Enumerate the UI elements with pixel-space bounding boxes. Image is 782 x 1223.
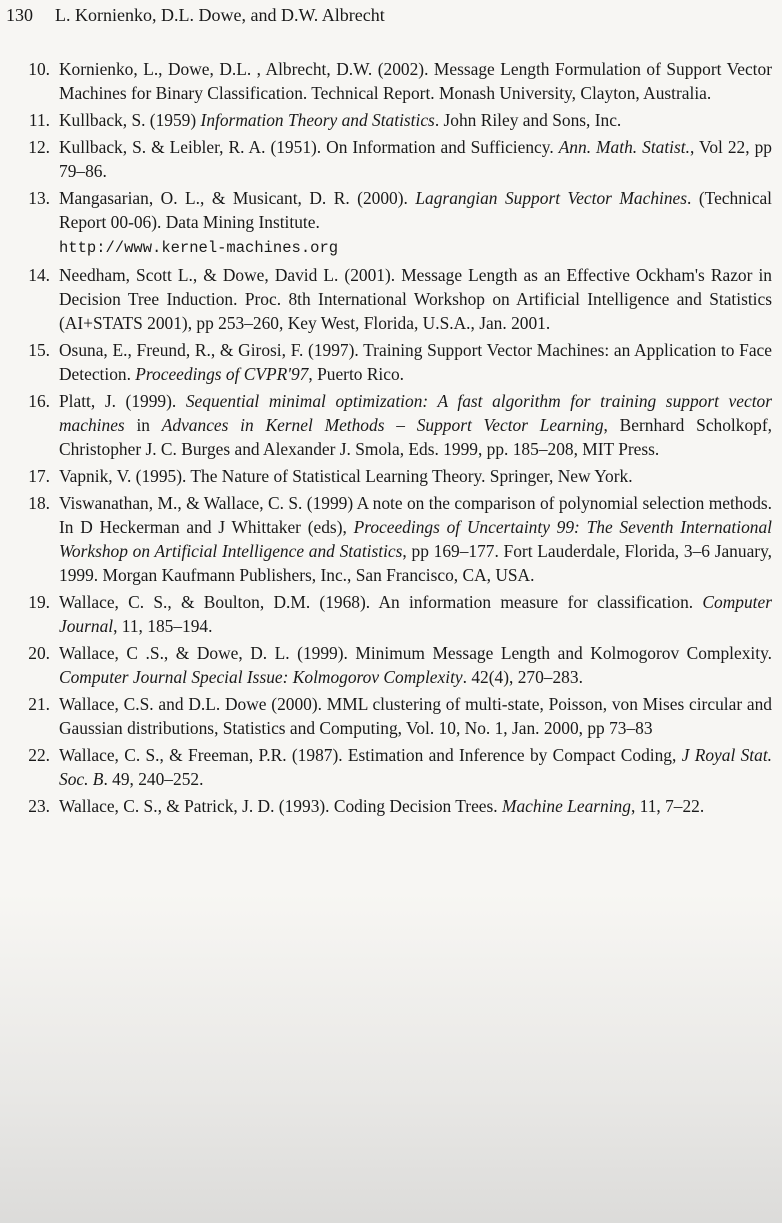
reference-number: 15. bbox=[28, 340, 50, 360]
reference-entry bbox=[20, 641, 772, 689]
reference-entry bbox=[20, 464, 772, 488]
reference-number: 21. bbox=[28, 694, 50, 714]
reference-italic-text: Proceedings of Uncertainty 99: The Seventh International Workshop on Artificial Intelligence and Statistics bbox=[59, 517, 773, 561]
reference-italic-text: Computer Journal bbox=[59, 592, 772, 636]
reference-number: 16. bbox=[28, 391, 50, 411]
reference-entry bbox=[20, 263, 772, 335]
reference-italic-text: Machine Learning bbox=[501, 796, 631, 816]
reference-entry bbox=[20, 57, 772, 105]
reference-entry bbox=[20, 590, 772, 638]
reference-number: 19. bbox=[28, 592, 50, 612]
reference-number: 14. bbox=[28, 265, 50, 285]
reference-text: , Bernhard Scholkopf, Christopher J. C. Burges and Alexander J. Smola, Eds. 1999, pp. 185–208, MIT Press. bbox=[59, 415, 772, 459]
reference-number: 13. bbox=[28, 188, 50, 208]
reference-text: . 42(4), 270–283. bbox=[462, 667, 583, 687]
reference-text: Wallace, C .S., & Dowe, D. L. (1999). Minimum Message Length and Kolmogorov Complexity. bbox=[59, 643, 772, 663]
page-number: 130 bbox=[6, 5, 33, 25]
reference-italic-text: Proceedings of CVPR'97 bbox=[135, 364, 309, 384]
reference-italic-text: Sequential minimal optimization: A fast algorithm for training support vector machines bbox=[59, 391, 772, 435]
reference-text: , 11, 185–194. bbox=[113, 616, 213, 636]
reference-text: Wallace, C. S., & Boulton, D.M. (1968). An information measure for classification. bbox=[59, 592, 703, 612]
reference-text: , pp 169–177. Fort Lauderdale, Florida, 3–6 January, 1999. Morgan Kaufmann Publishers, Inc., San Francisco, CA, USA. bbox=[59, 541, 772, 585]
reference-entry bbox=[20, 108, 772, 132]
reference-number: 10. bbox=[28, 59, 50, 79]
reference-text: . John Riley and Sons, Inc. bbox=[434, 110, 622, 130]
reference-number: 17. bbox=[28, 466, 50, 486]
reference-italic-text: Ann. Math. Statist. bbox=[558, 137, 690, 157]
reference-text: , 11, 7–22. bbox=[630, 796, 705, 816]
reference-text: Kullback, S. (1959) bbox=[59, 110, 201, 130]
reference-entry bbox=[20, 692, 772, 740]
show-through-shading bbox=[0, 893, 782, 1223]
reference-number: 18. bbox=[28, 493, 50, 513]
reference-text: Platt, J. (1999). bbox=[59, 391, 186, 411]
reference-italic-text: Advances in Kernel Methods – Support Vector Learning bbox=[161, 415, 604, 435]
reference-entry bbox=[20, 135, 772, 183]
reference-number: 12. bbox=[28, 137, 50, 157]
reference-italic-text: Information Theory and Statistics bbox=[200, 110, 435, 130]
reference-text: . 49, 240–252. bbox=[103, 769, 204, 789]
reference-text: Needham, Scott L., & Dowe, David L. (2001). Message Length as an Effective Ockham's Razor in Decision Tree Induction. Proc. 8th International Workshop on Artificial Intelligence and Statistics (AI+STATS 2001), pp 253–260, Key West, Florida, U.S.A., Jan. 2001. bbox=[59, 265, 772, 333]
reference-number: 11. bbox=[28, 110, 50, 130]
reference-italic-text: Lagrangian Support Vector Machines bbox=[415, 188, 688, 208]
reference-entry bbox=[20, 743, 772, 791]
reference-entry bbox=[20, 491, 772, 587]
reference-number: 22. bbox=[28, 745, 50, 765]
reference-italic-text: Computer Journal Special Issue: Kolmogorov Complexity bbox=[59, 667, 463, 687]
reference-entry bbox=[20, 389, 772, 461]
reference-text: , Puerto Rico. bbox=[308, 364, 405, 384]
reference-text: . (Technical Report 00-06). Data Mining Institute. bbox=[59, 188, 772, 232]
reference-text: in bbox=[124, 415, 162, 435]
reference-list bbox=[20, 57, 772, 821]
reference-text: Kullback, S. & Leibler, R. A. (1951). On Information and Sufficiency. bbox=[59, 137, 559, 157]
reference-text: Wallace, C. S., & Patrick, J. D. (1993). Coding Decision Trees. bbox=[59, 796, 502, 816]
reference-number: 20. bbox=[28, 643, 50, 663]
reference-text: Osuna, E., Freund, R., & Girosi, F. (1997). Training Support Vector Machines: an Application to Face Detection. bbox=[59, 340, 772, 384]
reference-url: http://www.kernel-machines.org bbox=[59, 239, 339, 257]
reference-text: Wallace, C.S. and D.L. Dowe (2000). MML clustering of multi-state, Poisson, von Mises circular and Gaussian distributions, Statistics and Computing, Vol. 10, No. 1, Jan. 2000, pp 73–83 bbox=[59, 694, 772, 738]
reference-italic-text: J Royal Stat. Soc. B bbox=[59, 745, 772, 789]
reference-entry bbox=[20, 338, 772, 386]
reference-entry bbox=[20, 186, 772, 260]
reference-text: , Vol 22, pp 79–86. bbox=[59, 137, 772, 181]
running-header bbox=[6, 4, 385, 26]
reference-text: Mangasarian, O. L., & Musicant, D. R. (2000). bbox=[59, 188, 416, 208]
reference-text: Vapnik, V. (1995). The Nature of Statistical Learning Theory. Springer, New York. bbox=[59, 466, 633, 486]
reference-text: Viswanathan, M., & Wallace, C. S. (1999) A note on the comparison of polynomial selection methods. In D Heckerman and J Whittaker (eds), bbox=[59, 493, 772, 537]
reference-number: 23. bbox=[28, 796, 50, 816]
reference-text: Wallace, C. S., & Freeman, P.R. (1987). Estimation and Inference by Compact Coding, bbox=[59, 745, 682, 765]
reference-text: Kornienko, L., Dowe, D.L. , Albrecht, D.W. (2002). Message Length Formulation of Support Vector Machines for Binary Classification. Technical Report. Monash University, Clayton, Australia. bbox=[59, 59, 772, 103]
running-title: L. Kornienko, D.L. Dowe, and D.W. Albrecht bbox=[55, 5, 385, 25]
reference-entry bbox=[20, 794, 772, 818]
